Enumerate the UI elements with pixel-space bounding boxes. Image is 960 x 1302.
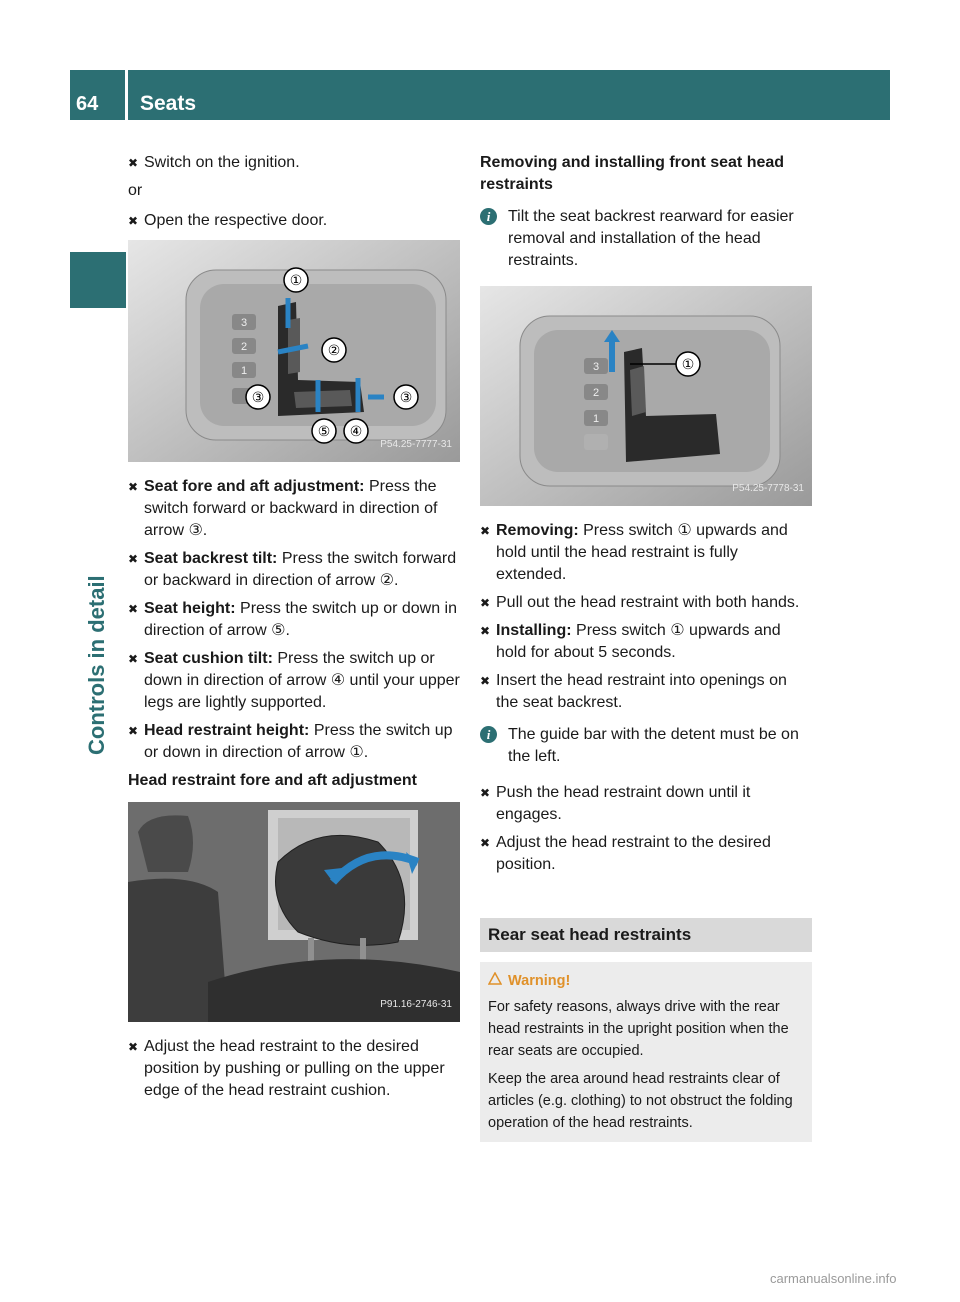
figure-code: P91.16-2746-31 — [380, 999, 452, 1010]
section-subheading: Head restraint fore and aft adjustment — [128, 772, 417, 789]
memory-button-label: 3 — [592, 361, 600, 373]
instruction-step: ✖ Removing: Press switch ① upwards and hold until the head restraint is fully extended. — [480, 522, 788, 583]
callout-3: ③ — [399, 389, 413, 405]
info-icon: i — [480, 208, 497, 225]
left-column — [128, 152, 460, 1108]
instruction-step: ✖ Adjust the head restraint to the desired position by pushing or pulling on the upper edge of the head restraint cushion. — [128, 1038, 445, 1099]
head-restraint-figure — [128, 802, 460, 1022]
head-restraint-switch-figure — [480, 286, 812, 506]
head-restraint-illustration — [128, 802, 460, 1022]
page-number: 64 — [76, 93, 99, 115]
instruction-step: ✖ Adjust the head restraint to the desired position. — [480, 834, 771, 873]
warning-title: Warning! — [488, 970, 804, 992]
adjustment-step: ✖ Seat height: Press the switch up or down in direction of arrow ⑤. — [128, 600, 458, 639]
info-note: i The guide bar with the detent must be on the left. — [480, 724, 812, 768]
step-arrow-icon: ✖ — [128, 602, 139, 616]
header-divider — [125, 70, 128, 120]
seat-control-figure — [128, 240, 460, 462]
warning-text: Keep the area around head restraints clear of articles (e.g. clothing) to not obstruct the folding operation of the head restraints. — [488, 1071, 793, 1131]
section-heading: Rear seat head restraints — [480, 918, 812, 952]
callout-3: ③ — [251, 389, 265, 405]
adjustment-step: ✖ Seat backrest tilt: Press the switch forward or backward in direction of arrow ②. — [128, 550, 457, 589]
head-restraint-switch-illustration — [480, 286, 812, 506]
step-arrow-icon: ✖ — [480, 524, 491, 538]
step-arrow-icon: ✖ — [128, 1040, 139, 1054]
step-arrow-icon: ✖ — [128, 552, 139, 566]
callout-1: ① — [289, 272, 303, 288]
instruction-step: ✖ Switch on the ignition. — [128, 152, 460, 174]
step-arrow-icon: ✖ — [480, 596, 491, 610]
adjustment-step: ✖ Seat fore and aft adjustment: Press the switch forward or backward in direction of arrow ③. — [128, 478, 438, 539]
step-arrow-icon: ✖ — [128, 724, 139, 738]
warning-triangle-icon — [488, 970, 502, 992]
info-icon: i — [480, 726, 497, 743]
callout-1: ① — [681, 356, 695, 372]
instruction-step: ✖ Installing: Press switch ① upwards and hold for about 5 seconds. — [480, 622, 781, 661]
right-column — [480, 152, 812, 1142]
adjustment-step: ✖ Seat cushion tilt: Press the switch up or down in direction of arrow ④ until your upper legs are lightly supported. — [128, 650, 460, 711]
figure-code: P54.25-7778-31 — [732, 483, 804, 494]
section-subheading: Removing and installing front seat head restraints — [480, 154, 785, 193]
instruction-step: ✖ Pull out the head restraint with both hands. — [480, 592, 812, 614]
step-arrow-icon: ✖ — [128, 156, 139, 170]
chapter-tab — [70, 252, 126, 308]
warning-text: For safety reasons, always drive with the rear head restraints in the upright position when the rear seats are occupied. — [488, 999, 789, 1059]
adjustment-step: ✖ Head restraint height: Press the switch up or down in direction of arrow ①. — [128, 722, 453, 761]
instruction-step: ✖ Push the head restraint down until it engages. — [480, 784, 751, 823]
step-arrow-icon: ✖ — [480, 674, 491, 688]
step-arrow-icon: ✖ — [128, 652, 139, 666]
instruction-step: ✖ Open the respective door. — [128, 210, 460, 232]
memory-button-label: 3 — [240, 317, 248, 329]
warning-box — [480, 962, 812, 1142]
watermark: carmanualsonline.info — [770, 1271, 897, 1286]
memory-button-label: 2 — [240, 341, 248, 353]
memory-button-label: 1 — [240, 365, 248, 377]
or-text: or — [128, 182, 143, 199]
step-arrow-icon: ✖ — [480, 836, 491, 850]
memory-button-label: 2 — [592, 387, 600, 399]
callout-2: ② — [327, 342, 341, 358]
chapter-label: Controls in detail — [84, 575, 109, 755]
info-note: i Tilt the seat backrest rearward for easier removal and installation of the head restraints. — [480, 206, 812, 272]
step-arrow-icon: ✖ — [480, 624, 491, 638]
page-title: Seats — [140, 92, 197, 115]
step-arrow-icon: ✖ — [128, 480, 139, 494]
step-arrow-icon: ✖ — [128, 214, 139, 228]
seat-switch-illustration — [128, 240, 460, 462]
callout-4: ④ — [349, 423, 363, 439]
callout-5: ⑤ — [317, 423, 331, 439]
memory-button-label: 1 — [592, 413, 600, 425]
instruction-step: ✖ Insert the head restraint into openings on the seat backrest. — [480, 672, 787, 711]
step-arrow-icon: ✖ — [480, 786, 491, 800]
figure-code: P54.25-7777-31 — [380, 439, 452, 450]
